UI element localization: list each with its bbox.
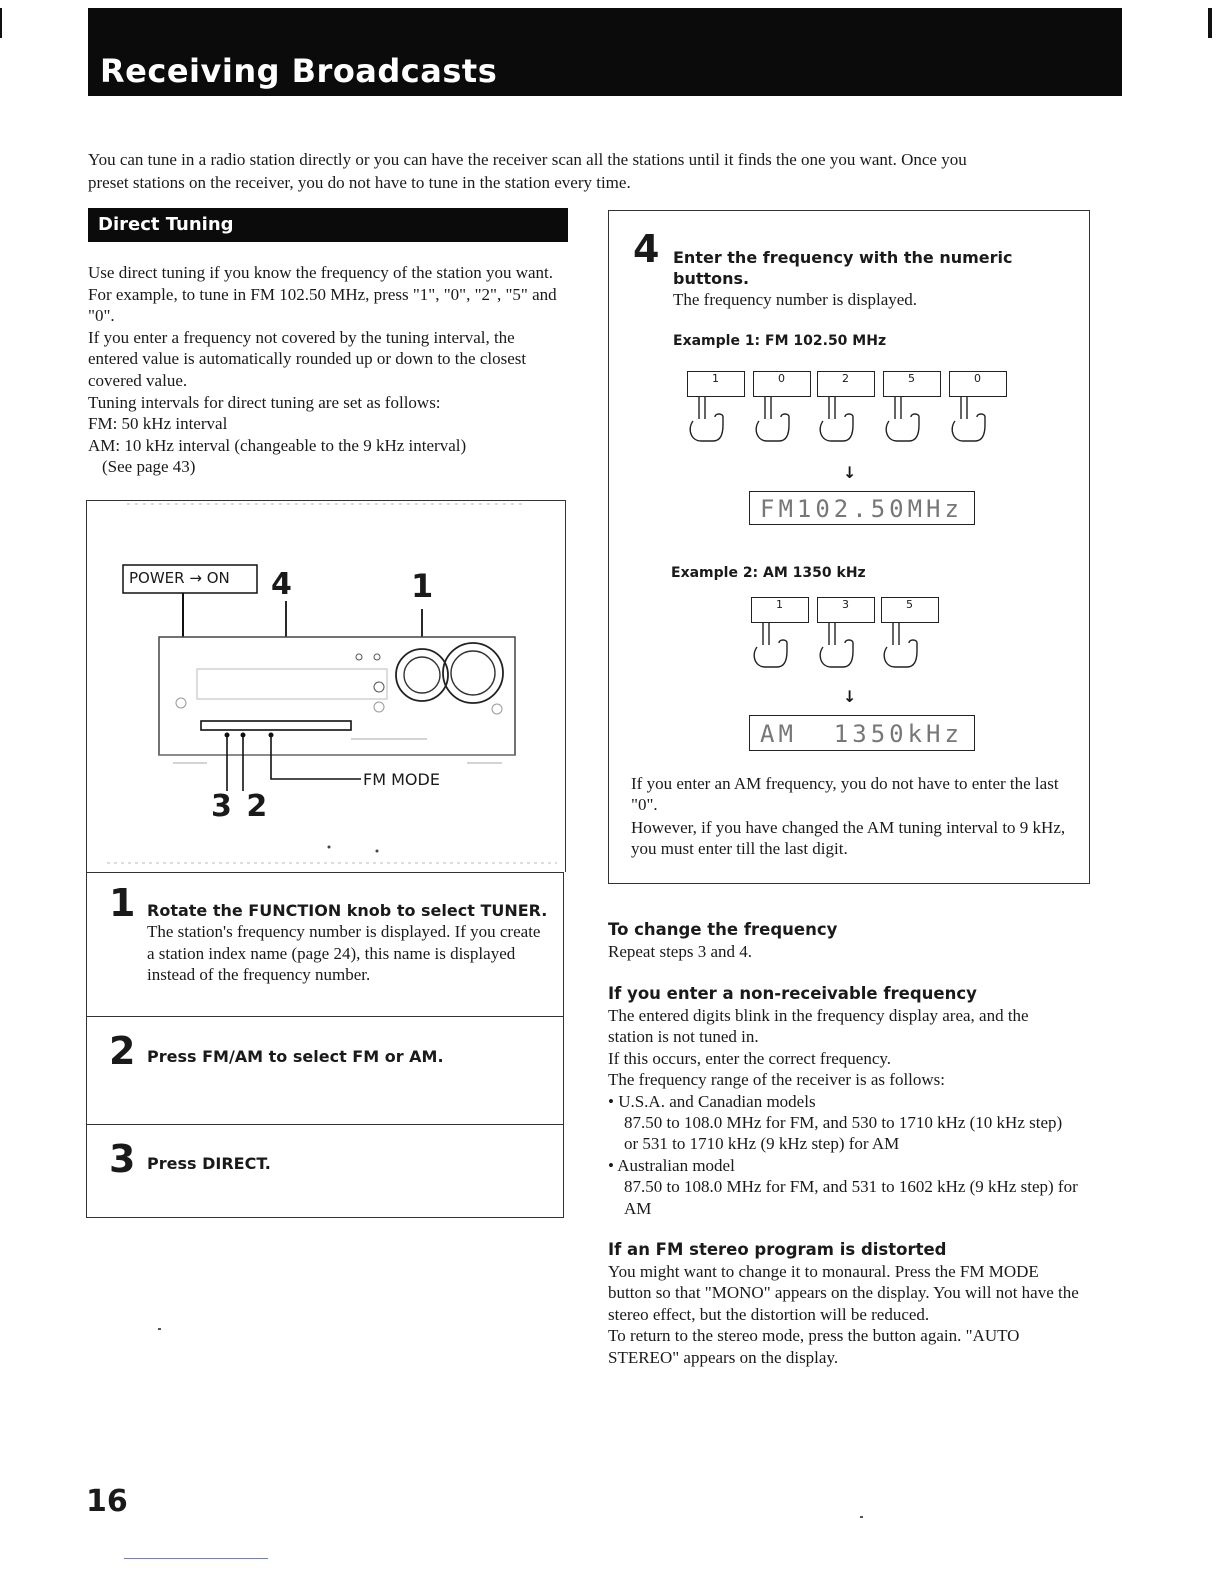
- step-title-2: Press FM/AM to select FM or AM.: [147, 1047, 444, 1066]
- power-on-label: POWER → ON: [129, 569, 230, 587]
- page-title: Receiving Broadcasts: [100, 52, 498, 90]
- example-2-label: Example 2: AM 1350 kHz: [671, 565, 866, 581]
- key-button: 1: [751, 597, 809, 623]
- fm-stereo-heading: If an FM stereo program is distorted: [608, 1240, 947, 1259]
- step-title-3: Press DIRECT.: [147, 1154, 271, 1173]
- footer-rule: [124, 1558, 268, 1559]
- key-button: 0: [753, 371, 811, 397]
- pressing-finger-icons-2: [743, 619, 963, 671]
- step-4: [608, 210, 1090, 884]
- receiver-front-panel-illustration: [87, 501, 565, 873]
- key-button: 5: [881, 597, 939, 623]
- key-button: 3: [817, 597, 875, 623]
- direct-tuning-p6: (See page 43): [102, 457, 196, 477]
- step-body-4: The frequency number is displayed.: [673, 290, 918, 309]
- step-4-note-1: If you enter an AM frequency, you do not have to enter the last "0".: [631, 774, 1059, 815]
- callout-3-2: 3 2: [211, 789, 270, 824]
- direct-tuning-p2: If you enter a frequency not covered by the tuning interval, the entered value is automatically rounded up or down to the closest covered value.: [88, 327, 527, 390]
- crop-mark-right: [1208, 8, 1212, 38]
- change-frequency-section: [608, 920, 1078, 962]
- frequency-display-2: AM 1350kHz: [749, 715, 975, 751]
- step-number-4: 4: [633, 227, 660, 271]
- non-receivable-section: [608, 984, 1078, 1219]
- step-1: [86, 872, 564, 1016]
- direct-tuning-p4: FM: 50 kHz interval: [88, 414, 228, 434]
- example-1-label: Example 1: FM 102.50 MHz: [673, 333, 887, 349]
- intro-paragraph: You can tune in a radio station directly or you can have the receiver scan all the stations until it finds the one you want. Once you preset stations on the receiver, you do not have to tune in the station every time.: [88, 150, 967, 192]
- pressing-finger-icons: [679, 393, 1019, 445]
- stray-mark: [860, 1516, 863, 1518]
- page-number: 16: [86, 1484, 128, 1519]
- non-receivable-p1: The entered digits blink in the frequency display area, and the station is not tuned in.: [608, 1006, 1029, 1047]
- direct-tuning-p5: AM: 10 kHz interval (changeable to the 9 kHz interval): [88, 435, 467, 455]
- fm-mode-label: FM MODE: [363, 770, 440, 789]
- fm-stereo-p2: To return to the stereo mode, press the button again. "AUTO STEREO" appears on the display.: [608, 1326, 1020, 1367]
- range-bullet-2-title: • Australian model: [608, 1155, 735, 1175]
- non-receivable-p3: The frequency range of the receiver is as follows:: [608, 1070, 946, 1090]
- callout-1: 1: [411, 567, 434, 605]
- step-number-3: 3: [109, 1137, 136, 1181]
- fm-stereo-p1: You might want to change it to monaural. Press the FM MODE button so that "MONO" appears on the display. You will not have the stereo effect, but the distortion will be reduced.: [608, 1262, 1079, 1324]
- callout-4: 4: [271, 567, 292, 602]
- crop-mark-left: [0, 8, 2, 38]
- step-number-1: 1: [109, 881, 136, 925]
- step-title-4: Enter the frequency with the numeric buttons.: [673, 248, 1013, 288]
- arrow-down-icon: ↓: [843, 687, 857, 706]
- change-frequency-heading: To change the frequency: [608, 920, 838, 939]
- key-button: 2: [817, 371, 875, 397]
- step-number-2: 2: [109, 1029, 136, 1073]
- step-title-1: Rotate the FUNCTION knob to select TUNER.: [147, 901, 548, 920]
- key-button: 0: [949, 371, 1007, 397]
- arrow-down-icon: ↓: [843, 463, 857, 482]
- stray-mark: [158, 1328, 161, 1330]
- title-bar: [88, 8, 1122, 96]
- step-2: [86, 1016, 564, 1124]
- range-bullet-1-body: 87.50 to 108.0 MHz for FM, and 530 to 1710 kHz (10 kHz step) or 531 to 1710 kHz (9 kHz step) for AM: [624, 1113, 1063, 1154]
- step-3: [86, 1124, 564, 1218]
- key-button: 5: [883, 371, 941, 397]
- range-bullet-1-title: • U.S.A. and Canadian models: [608, 1091, 816, 1111]
- step-4-note-2: However, if you have changed the AM tuning interval to 9 kHz, you must enter till the last digit.: [631, 818, 1066, 859]
- non-receivable-heading: If you enter a non-receivable frequency: [608, 984, 977, 1003]
- key-button: 1: [687, 371, 745, 397]
- direct-tuning-p3: Tuning intervals for direct tuning are set as follows:: [88, 392, 441, 412]
- frequency-display-1: FM102.50MHz: [749, 491, 975, 525]
- change-frequency-body: Repeat steps 3 and 4.: [608, 942, 752, 961]
- receiver-diagram: [86, 500, 566, 872]
- direct-tuning-p1: Use direct tuning if you know the frequency of the station you want. For example, to tune in FM 102.50 MHz, press "1", "0", "2", "5" and "0".: [88, 263, 557, 326]
- range-bullet-2-body: 87.50 to 108.0 MHz for FM, and 531 to 1602 kHz (9 kHz step) for AM: [624, 1177, 1078, 1218]
- section-heading-direct-tuning: Direct Tuning: [88, 208, 568, 242]
- fm-stereo-section: [608, 1240, 1082, 1368]
- direct-tuning-text: [88, 262, 568, 478]
- step-body-1: The station's frequency number is displayed. If you create a station index name (page 24), this name is displayed instead of the frequency number.: [147, 922, 541, 984]
- non-receivable-p2: If this occurs, enter the correct frequency.: [608, 1048, 892, 1068]
